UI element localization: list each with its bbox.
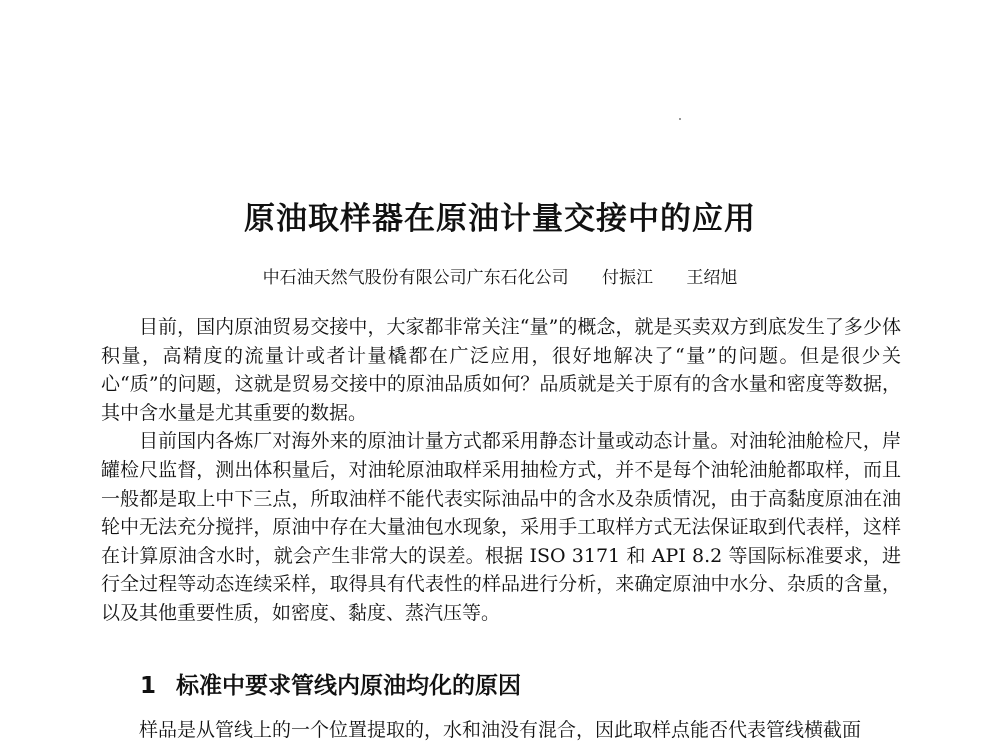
paragraph-1: 目前，国内原油贸易交接中，大家都非常关注“量”的概念，就是买卖双方到底发生了多少体积量，高精度的流量计或者计量橇都在广泛应用，很好地解决了“量”的问题。但是很少关心“质”的问题，这就是贸易交接中的原油品质如何？品质就是关于原有的含水量和密度等数据，其中含水量是尤其重要的数据。 <box>101 316 901 424</box>
paper-title: 原油取样器在原油计量交接中的应用 <box>244 201 756 237</box>
section-heading <box>140 667 521 700</box>
affiliation: 中石油天然气股份有限公司广东石化公司 <box>262 268 569 288</box>
paragraph-2: 目前国内各炼厂对海外来的原油计量方式都采用静态计量或动态计量。对油轮油舱检尺，岸罐检尺监督，测出体积量后，对油轮原油取样采用抽检方式，并不是每个油轮油舱都取样，而且一般都是取上中下三点，所取油样不能代表实际油品中的含水及杂质情况，由于高黏度原油在油轮中无法充分搅拌，原油中存在大量油包水现象，采用手工取样方式无法保证取到代表样，这样在计算原油含水时，就会产生非常大的误差。根据 ISO 3171 和 API 8.2 等国际标准要求，进行全过程等动态连续采样，取得具有代表性的样品进行分析，来确定原油中水分、杂质的含量，以及其他重要性质，如密度、黏度、蒸汽压等。 <box>101 430 901 624</box>
partial-paragraph: 样品是从管线上的一个位置提取的，水和油没有混合，因此取样点能否代表管线横截面 <box>139 719 862 741</box>
author-1: 付振江 <box>602 268 653 288</box>
section-number: 1 <box>140 673 157 699</box>
scan-speck <box>679 118 681 120</box>
body-text <box>101 313 901 628</box>
section-title: 标准中要求管线内原油均化的原因 <box>176 673 522 699</box>
author-2: 王绍旭 <box>686 268 738 288</box>
byline <box>0 263 1000 288</box>
